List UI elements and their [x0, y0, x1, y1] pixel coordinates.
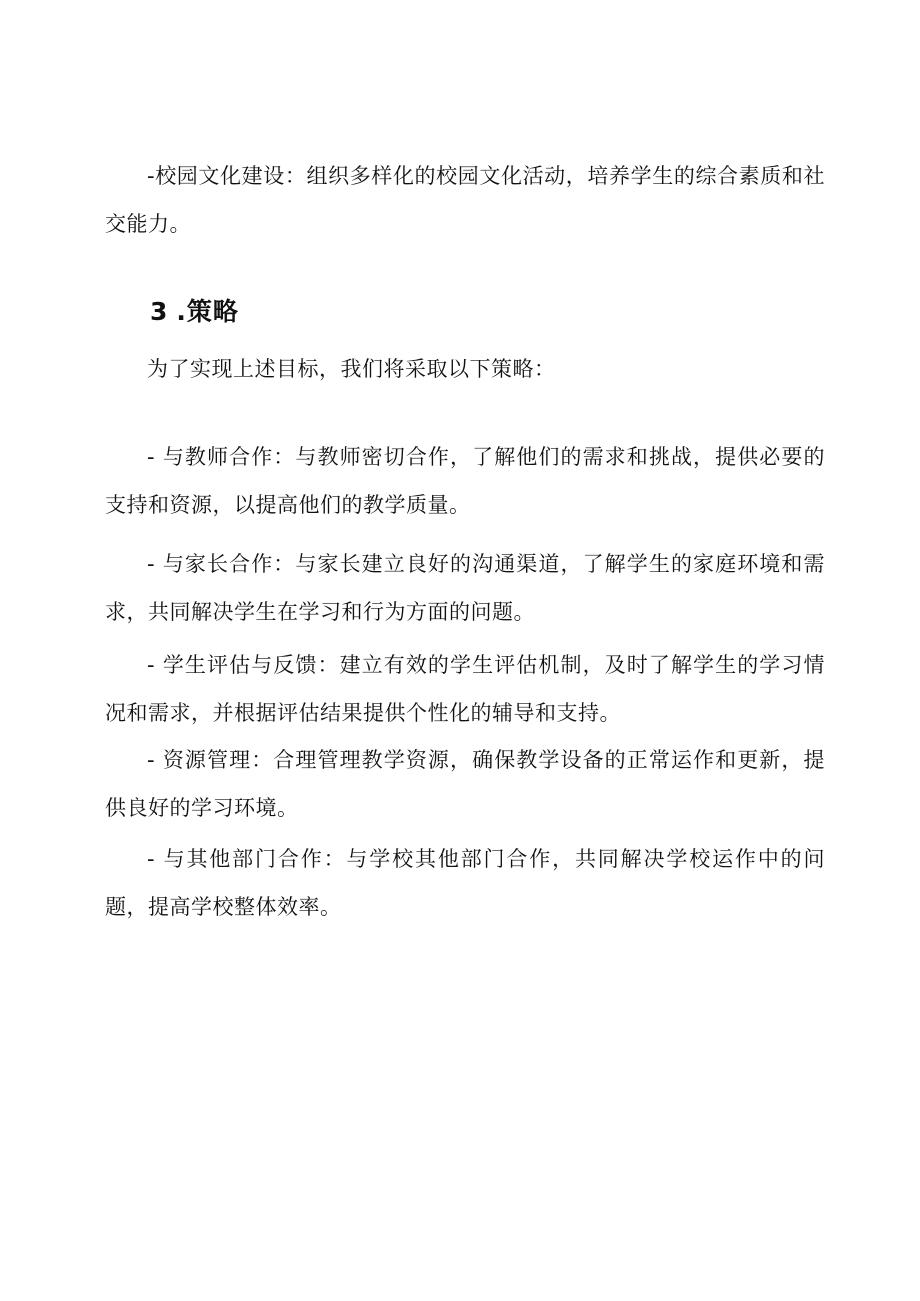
strategy-intro: 为了实现上述目标，我们将采取以下策略：	[147, 357, 556, 381]
strategy-item-assessment: - 学生评估与反馈：建立有效的学生评估机制，及时了解学生的学习情况和需求，并根据评估结果提供个性化的辅导和支持。	[105, 653, 825, 725]
strategy-item-departments: - 与其他部门合作：与学校其他部门合作，共同解决学校运作中的问题，提高学校整体效率。	[105, 847, 825, 919]
strategy-item-teachers: - 与教师合作：与教师密切合作，了解他们的需求和挑战，提供必要的支持和资源，以提高他们的教学质量。	[105, 445, 825, 517]
campus-culture-paragraph: -校园文化建设：组织多样化的校园文化活动，培养学生的综合素质和社交能力。	[105, 164, 825, 236]
section-title: .策略	[176, 297, 239, 326]
section-number: 3	[150, 297, 169, 326]
section-heading	[150, 292, 239, 328]
strategy-item-parents: - 与家长合作：与家长建立良好的沟通渠道，了解学生的家庭环境和需求，共同解决学生在学习和行为方面的问题。	[105, 552, 825, 624]
strategy-item-resources: - 资源管理：合理管理教学资源，确保教学设备的正常运作和更新，提供良好的学习环境。	[105, 748, 825, 820]
